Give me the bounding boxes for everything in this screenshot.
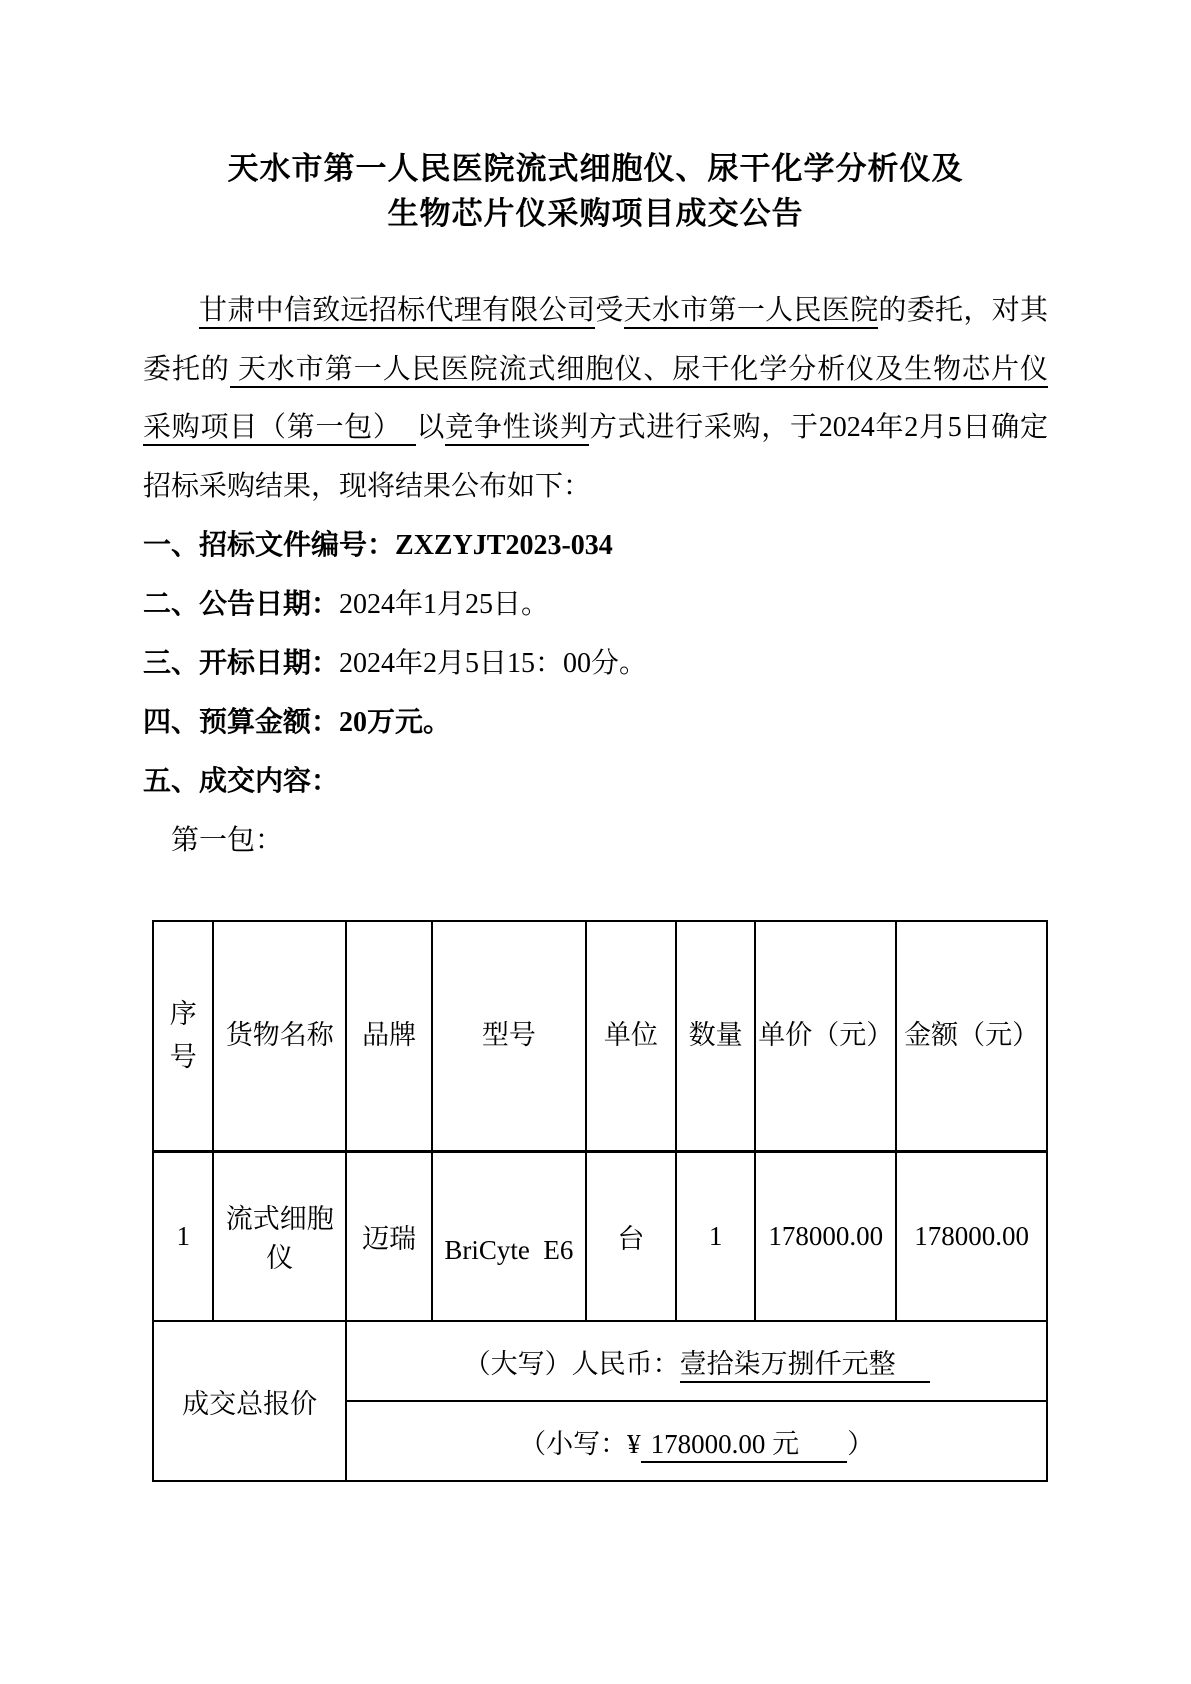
- lowercase-suffix: ）: [847, 1428, 875, 1459]
- paragraph-text: 委托的: [143, 353, 230, 385]
- lowercase-prefix: （小写：¥: [519, 1428, 641, 1459]
- cell-amount: 178000.00: [896, 1151, 1047, 1321]
- header-seq: 序号: [153, 921, 213, 1151]
- total-price-label: 成交总报价: [153, 1321, 346, 1481]
- uppercase-amount-underlined: 壹拾柒万捌仟元整: [680, 1349, 930, 1383]
- cell-model: [432, 1151, 585, 1321]
- cell-goods-name: 流式细胞仪: [213, 1151, 346, 1321]
- total-uppercase-cell: [346, 1321, 1047, 1401]
- paragraph-line-2: [143, 341, 1048, 400]
- hospital-name-underlined: 天水市第一人民医院: [624, 295, 879, 329]
- paragraph-line-4: 招标采购结果，现将结果公布如下：: [143, 470, 592, 502]
- title-line-1: 天水市第一人民医院流式细胞仪、尿干化学分析仪及: [227, 151, 964, 186]
- title-line-2: 生物芯片仪采购项目成交公告: [387, 196, 804, 231]
- item-label: 四、预算金额：: [143, 707, 340, 738]
- paragraph-text: 受: [595, 295, 624, 326]
- paragraph-line-1: [143, 282, 1048, 341]
- header-quantity: 数量: [676, 921, 755, 1151]
- header-unit-price: 单价（元）: [755, 921, 896, 1151]
- item-label: 五、成交内容：: [143, 766, 340, 797]
- paragraph-text: 的委托，对其: [878, 295, 1048, 326]
- agency-name-underlined: 甘肃中信致远招标代理有限公司: [199, 295, 595, 329]
- item-budget-amount: [143, 693, 1048, 752]
- item-tender-doc-number: [143, 516, 1048, 575]
- package-label: 第一包：: [171, 825, 284, 856]
- cell-seq: 1: [153, 1151, 213, 1321]
- header-brand: 品牌: [346, 921, 432, 1151]
- paragraph-line-3: [143, 399, 1048, 458]
- item-label: 二、公告日期：: [143, 589, 340, 620]
- paragraph-text: 以: [416, 412, 446, 443]
- header-amount: 金额（元）: [896, 921, 1047, 1151]
- table-header-row: [153, 921, 1047, 1151]
- cell-unit-price: 178000.00: [755, 1151, 896, 1321]
- item-value: 2024年1月25日。: [339, 589, 550, 620]
- header-unit: 单位: [586, 921, 676, 1151]
- lowercase-amount-underlined: 178000.00 元: [641, 1429, 848, 1463]
- table-data-row: [153, 1151, 1047, 1321]
- project-name-underlined: 天水市第一人民医院流式细胞仪、尿干化学分析仪及生物芯片仪: [230, 354, 1048, 388]
- numbered-items: [143, 516, 1048, 811]
- document-title: [143, 146, 1048, 236]
- table-total-uppercase-row: [153, 1321, 1047, 1401]
- model-value: BriCyte E6: [444, 1234, 574, 1265]
- paragraph-text: 方式进行采购，于2024年2月5日确定: [588, 412, 1048, 443]
- item-award-content: [143, 752, 1048, 811]
- item-label: 三、开标日期：: [143, 648, 340, 679]
- cell-quantity: 1: [676, 1151, 755, 1321]
- header-goods-name: 货物名称: [213, 921, 346, 1151]
- project-name-underlined-2: 采购项目（第一包）: [143, 412, 416, 446]
- cell-brand: 迈瑞: [346, 1151, 432, 1321]
- header-model: 型号: [432, 921, 585, 1151]
- item-label: 一、招标文件编号：: [143, 530, 396, 561]
- uppercase-prefix: （大写）人民币：: [463, 1348, 680, 1379]
- item-value: ZXZYJT2023-034: [395, 530, 613, 561]
- cell-unit: 台: [586, 1151, 676, 1321]
- item-bid-opening-date: [143, 634, 1048, 693]
- item-announcement-date: [143, 575, 1048, 634]
- award-table: [152, 920, 1048, 1482]
- intro-paragraph: [143, 282, 1048, 516]
- item-value: 20万元。: [339, 707, 452, 738]
- procurement-method-underlined: 竞争性谈判: [445, 412, 589, 446]
- item-value: 2024年2月5日15：00分。: [339, 648, 648, 679]
- total-lowercase-cell: [346, 1401, 1047, 1481]
